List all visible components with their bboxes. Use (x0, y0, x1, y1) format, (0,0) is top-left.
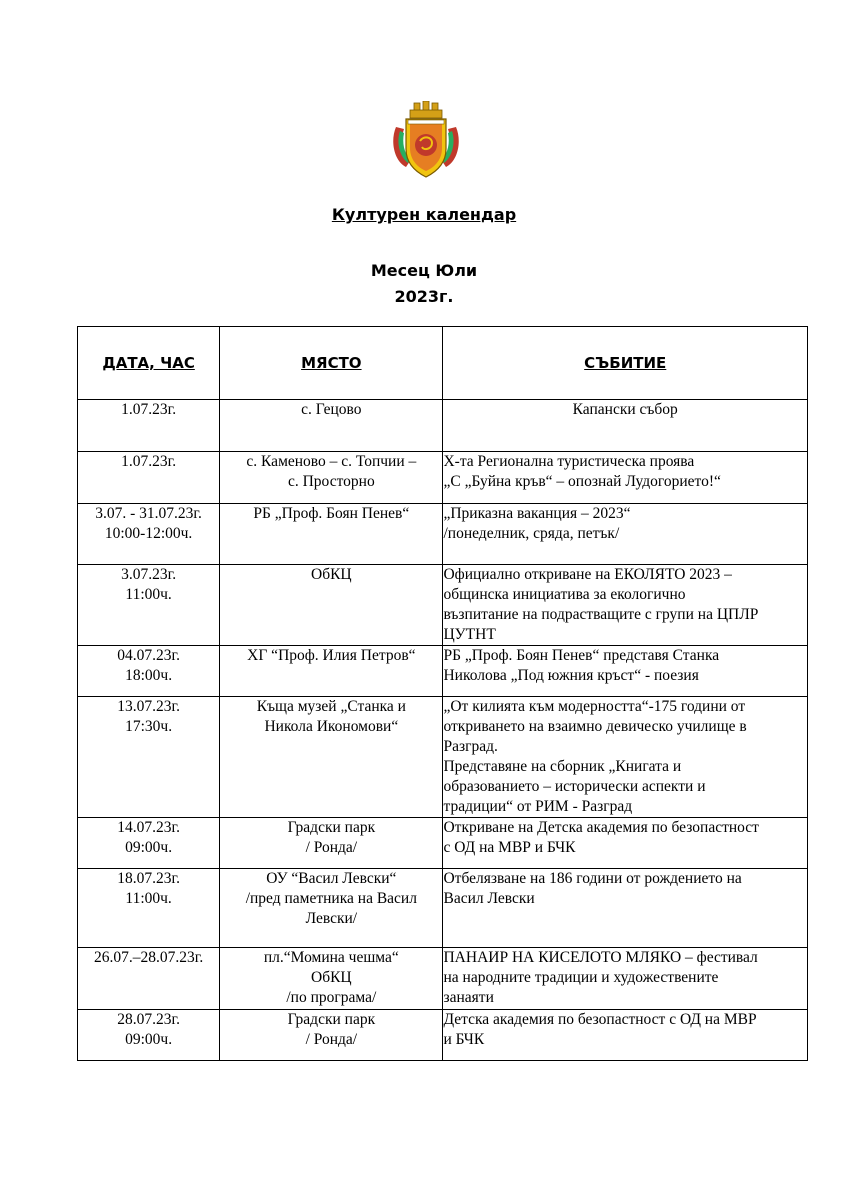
place-cell-line: ОбКЦ (311, 969, 352, 986)
event-cell-line: /понеделник, сряда, петък/ (443, 525, 620, 542)
place-cell-line: Левски/ (305, 910, 358, 927)
event-cell-line: „С „Буйна кръв“ – опознай Лудогорието!“ (443, 473, 721, 490)
place-cell-line: / Ронда/ (305, 839, 358, 856)
date-cell-line: 1.07.23г. (121, 401, 177, 418)
date-cell (78, 697, 220, 818)
date-cell-line: 18.07.23г. (117, 870, 180, 887)
date-cell-line: 09:00ч. (125, 1031, 173, 1048)
place-cell (220, 1010, 443, 1061)
date-cell-line: 04.07.23г. (117, 647, 180, 664)
date-cell-line: 11:00ч. (125, 890, 172, 907)
event-cell-line: и БЧК (443, 1031, 485, 1048)
place-cell-line: ОУ “Васил Левски“ (266, 870, 397, 887)
place-cell-line: с. Просторно (287, 473, 375, 490)
event-cell-line: на народните традиции и художествените (443, 969, 719, 986)
event-cell-line: „Приказна ваканция – 2023“ (443, 505, 631, 522)
date-cell-line: 3.07. - 31.07.23г. (95, 505, 202, 522)
table-row (78, 1010, 808, 1061)
column-header-event: СЪБИТИЕ (443, 327, 808, 400)
event-cell-line: Разград. (443, 738, 498, 755)
date-cell (78, 565, 220, 646)
table-header-row (78, 327, 808, 400)
place-cell (220, 869, 443, 948)
date-cell-line: 17:30ч. (125, 718, 173, 735)
municipal-coat-of-arms-icon (392, 101, 460, 179)
event-cell (443, 646, 808, 697)
table-row (78, 697, 808, 818)
table-row (78, 565, 808, 646)
place-cell-line: Никола Икономови“ (264, 718, 399, 735)
date-cell-line: 11:00ч. (125, 586, 172, 603)
place-cell-line: с. Каменово – с. Топчии – (246, 453, 417, 470)
event-cell-line: ЦУТНТ (443, 626, 496, 643)
place-cell-line: пл.“Момина чешма“ (263, 949, 399, 966)
event-cell-line: занаяти (443, 989, 494, 1006)
event-cell-line: Представяне на сборник „Книгата и (443, 758, 682, 775)
place-cell-line: ХГ “Проф. Илия Петров“ (247, 647, 416, 664)
place-cell (220, 504, 443, 565)
place-cell-line: Градски парк (287, 1011, 376, 1028)
event-cell-line: откриването на взаимно девическо училище в (443, 718, 747, 735)
place-cell (220, 452, 443, 504)
date-cell (78, 948, 220, 1010)
place-cell-line: /пред паметника на Васил (245, 890, 417, 907)
event-cell-line: Капански събор (572, 401, 678, 418)
place-cell (220, 646, 443, 697)
table-row (78, 504, 808, 565)
date-cell (78, 646, 220, 697)
event-cell-line: Откриване на Детска академия по безопастност (443, 819, 759, 836)
table-row (78, 452, 808, 504)
event-cell-line: образованието – исторически аспекти и (443, 778, 706, 795)
year-heading: 2023г. (394, 287, 454, 306)
table-row (78, 869, 808, 948)
event-cell-line: Отбелязване на 186 години от рождението на (443, 870, 742, 887)
place-cell (220, 818, 443, 869)
table-row (78, 818, 808, 869)
date-cell-line: 1.07.23г. (121, 453, 177, 470)
calendar-title: Културен календар (331, 205, 517, 224)
event-cell-line: РБ „Проф. Боян Пенев“ представя Станка (443, 647, 720, 664)
column-header-place: МЯСТО (220, 327, 443, 400)
date-cell (78, 452, 220, 504)
place-cell (220, 948, 443, 1010)
place-cell-line: /по програма/ (286, 989, 377, 1006)
date-cell-line: 3.07.23г. (121, 566, 177, 583)
event-cell-line: Васил Левски (443, 890, 535, 907)
date-cell-line: 10:00-12:00ч. (104, 525, 193, 542)
event-cell (443, 504, 808, 565)
event-cell (443, 948, 808, 1010)
event-cell-line: ПАНАИР НА КИСЕЛОТО МЛЯКО – фестивал (443, 949, 758, 966)
event-cell-line: Х-та Регионална туристическа проява (443, 453, 695, 470)
event-cell (443, 452, 808, 504)
event-cell-line: общинска инициатива за екологично (443, 586, 686, 603)
date-cell (78, 869, 220, 948)
date-cell (78, 400, 220, 452)
date-cell-line: 09:00ч. (125, 839, 173, 856)
event-cell (443, 400, 808, 452)
place-cell-line: Градски парк (287, 819, 376, 836)
place-cell (220, 565, 443, 646)
event-cell (443, 565, 808, 646)
event-cell-line: „От килията към модерността“-175 години от (443, 698, 746, 715)
event-cell (443, 697, 808, 818)
date-cell-line: 26.07.–28.07.23г. (93, 949, 204, 966)
event-cell (443, 818, 808, 869)
place-cell-line: / Ронда/ (305, 1031, 358, 1048)
place-cell (220, 400, 443, 452)
event-cell-line: с ОД на МВР и БЧК (443, 839, 576, 856)
event-cell-line: Детска академия по безопастност с ОД на МВР (443, 1011, 757, 1028)
date-cell-line: 18:00ч. (125, 667, 173, 684)
event-cell (443, 869, 808, 948)
event-cell (443, 1010, 808, 1061)
month-heading: Месец Юли (370, 261, 478, 280)
date-cell-line: 28.07.23г. (117, 1011, 180, 1028)
date-cell-line: 13.07.23г. (117, 698, 180, 715)
event-cell-line: традиции“ от РИМ - Разград (443, 798, 633, 815)
date-cell (78, 504, 220, 565)
events-table (77, 326, 808, 1061)
date-cell-line: 14.07.23г. (117, 819, 180, 836)
table-row (78, 400, 808, 452)
place-cell (220, 697, 443, 818)
place-cell-line: Къща музей „Станка и (256, 698, 406, 715)
event-cell-line: Официално откриване на ЕКОЛЯТО 2023 – (443, 566, 732, 583)
date-cell (78, 1010, 220, 1061)
event-cell-line: възпитание на подрастващите с групи на ЦПЛР (443, 606, 759, 623)
event-cell-line: Николова „Под южния кръст“ - поезия (443, 667, 699, 684)
place-cell-line: с. Гецово (301, 401, 362, 418)
place-cell-line: РБ „Проф. Боян Пенев“ (253, 505, 410, 522)
date-cell (78, 818, 220, 869)
place-cell-line: ОбКЦ (311, 566, 352, 583)
table-row (78, 646, 808, 697)
table-row (78, 948, 808, 1010)
column-header-date: ДАТА, ЧАС (78, 327, 220, 400)
